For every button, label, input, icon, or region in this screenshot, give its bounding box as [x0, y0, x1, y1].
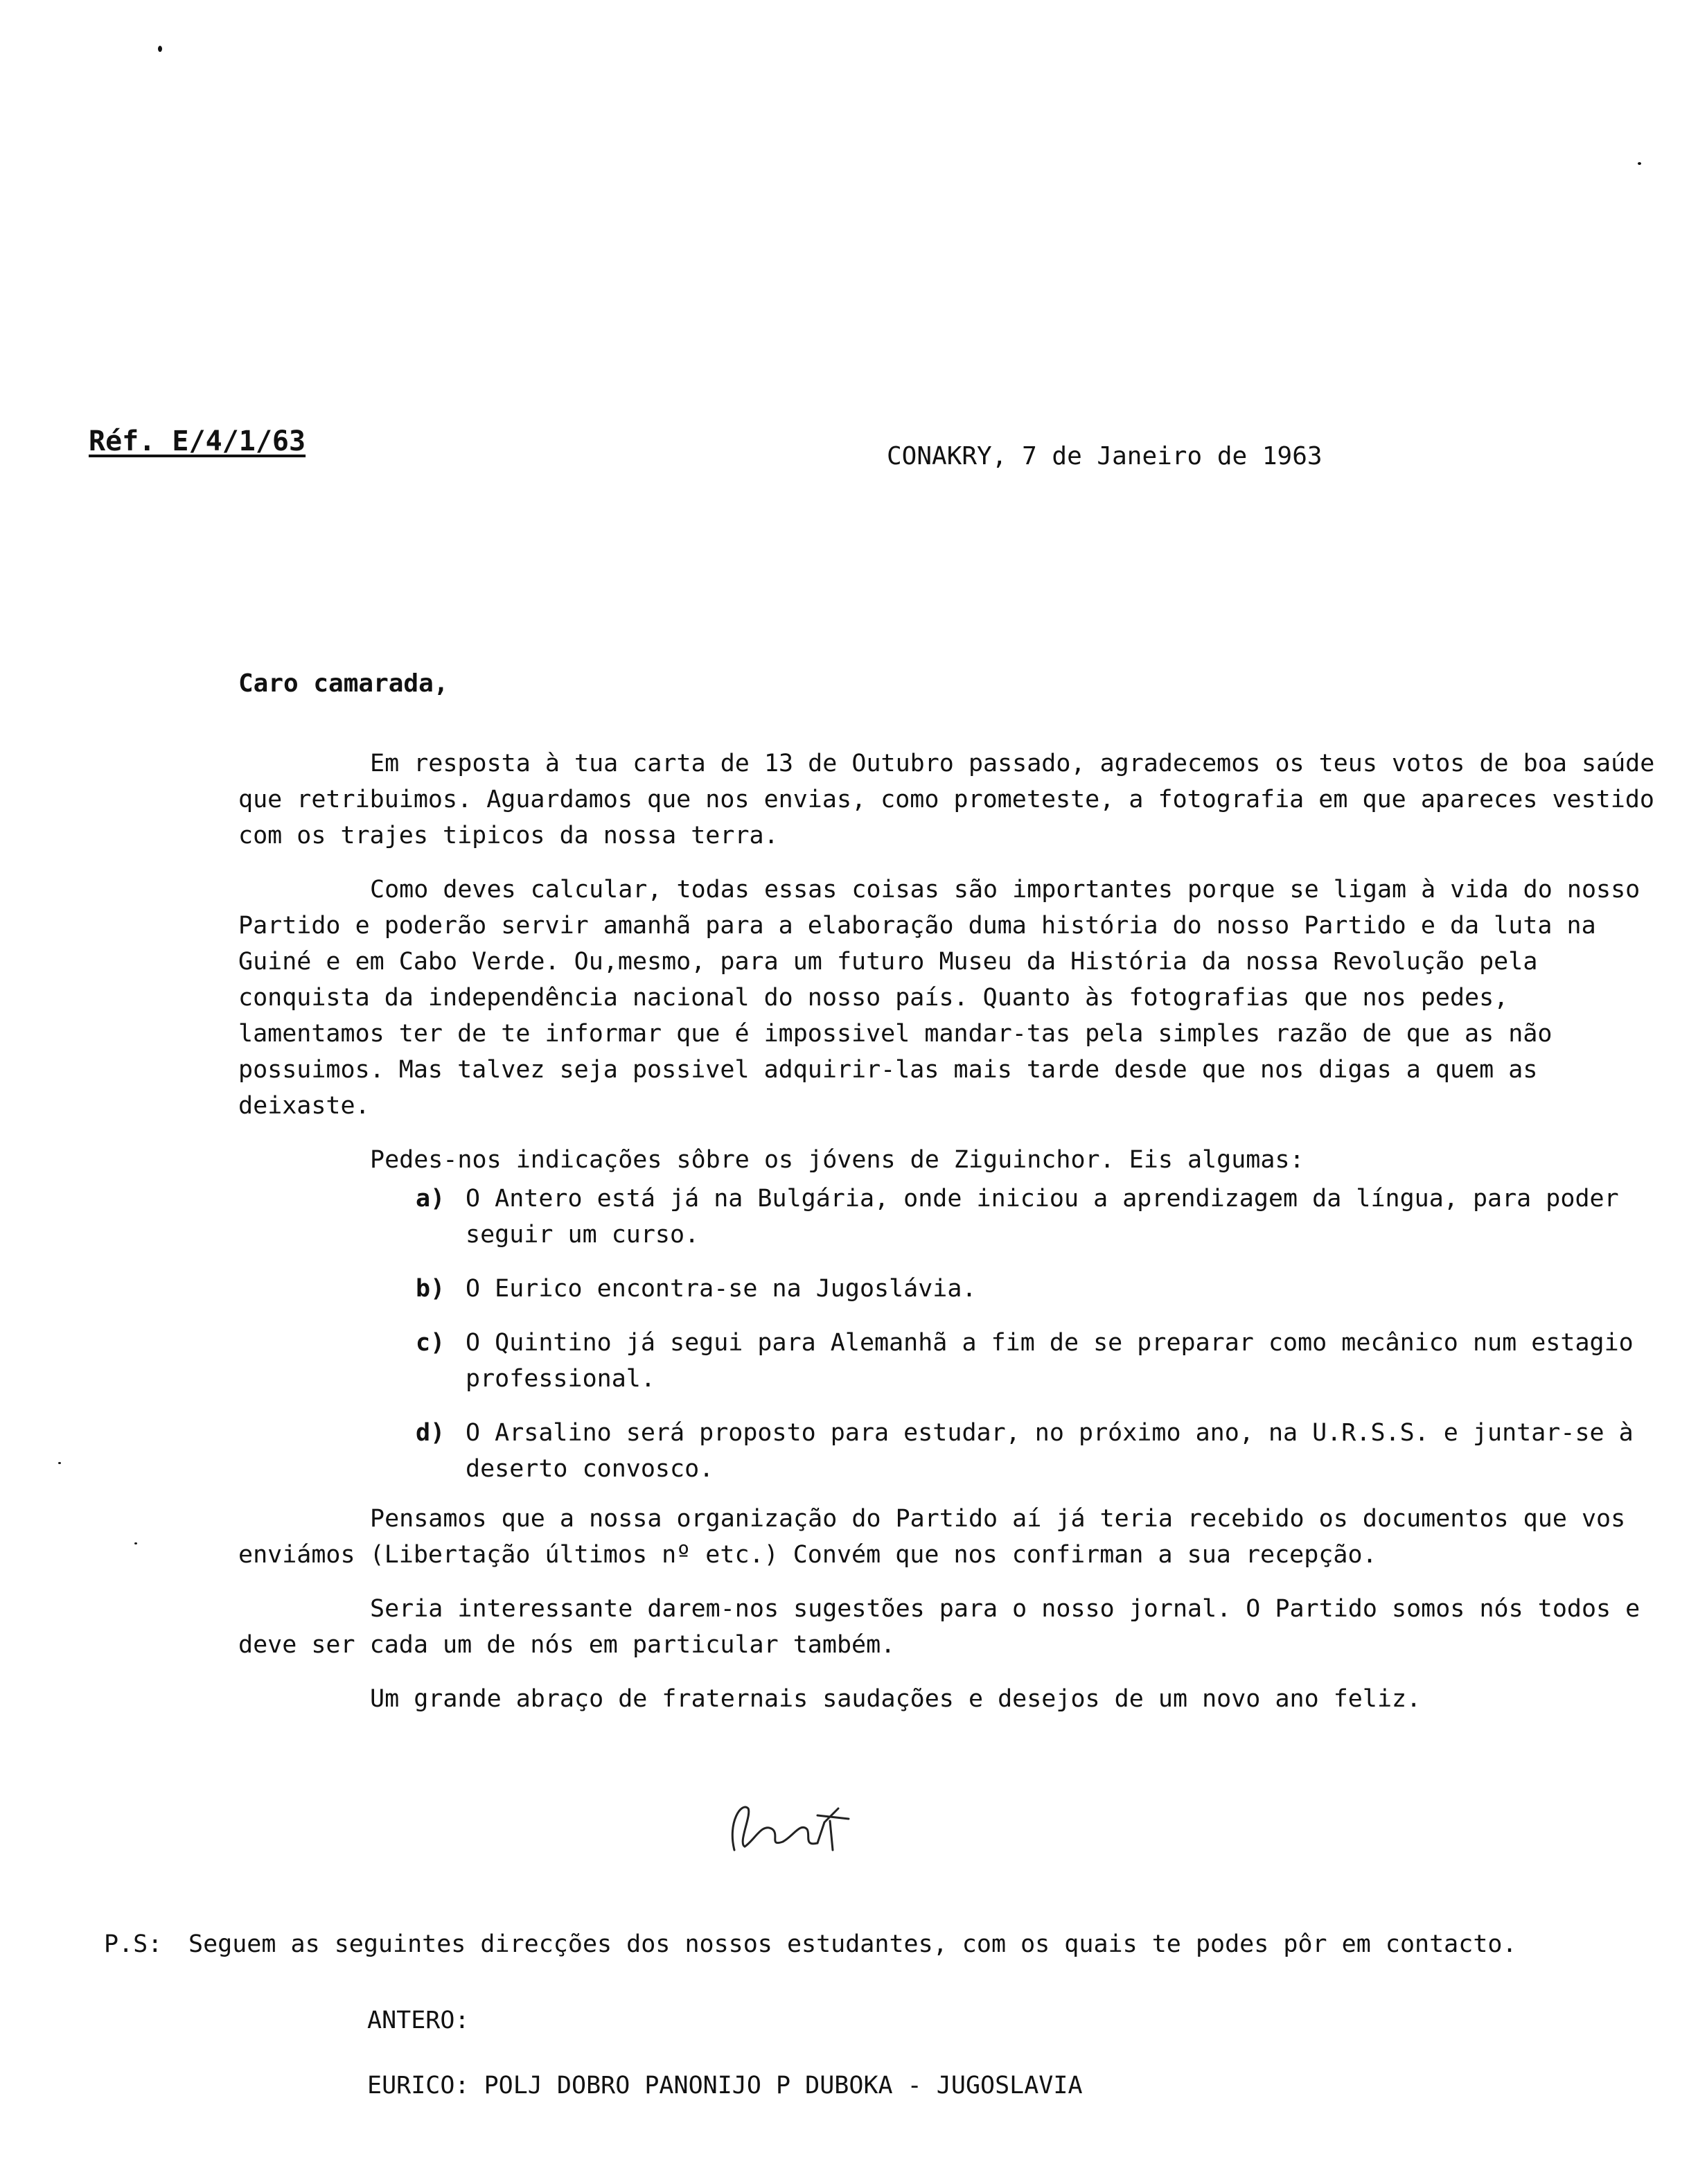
paragraph-closing: Um grande abraço de fraternais saudações e desejos de um novo ano feliz. — [370, 1685, 1422, 1713]
list-marker: a) — [416, 1185, 445, 1213]
postscript-text: Seguem as seguintes direcções dos nossos estudantes, com os quais te podes pôr em contacto. — [188, 1930, 1517, 1958]
paragraph-documents: Pensamos que a nossa organização do Partido aí já teria recebido os documentos que vos enviámos (Libertação últimos nº etc.) Convém que nos confirman a sua recepção. — [238, 1505, 1626, 1569]
postscript — [104, 1926, 1628, 1962]
list-item-text: O Quintino já segui para Alemanhã a fim de se preparar como mecânico num estagio professional. — [466, 1329, 1634, 1393]
paragraph-thanks: Em resposta à tua carta de 13 de Outubro passado, agradecemos os teus votos de boa saúde que retribuimos. Aguardamos que nos envias, como prometeste, a fotografia em que apareces vestido com os trajes tipicos da nossa terra. — [238, 750, 1655, 849]
salutation: Caro camarada, — [238, 669, 449, 698]
list-item — [416, 1181, 1635, 1253]
list-item-text: O Eurico encontra-se na Jugoslávia. — [466, 1275, 977, 1303]
handwritten-signature — [720, 1781, 880, 1871]
ink-speck — [1638, 162, 1641, 165]
student-list — [416, 1181, 1635, 1505]
paragraph-youth-intro: Pedes-nos indicações sôbre os jóvens de Ziguinchor. Eis algumas: — [370, 1146, 1304, 1174]
reference-number: Réf. E/4/1/63 — [89, 425, 306, 457]
list-item-text: O Antero está já na Bulgária, onde iniciou a aprendizagem da língua, para poder seguir um curso. — [466, 1185, 1619, 1249]
list-item — [416, 1415, 1635, 1487]
ink-speck — [134, 1542, 137, 1544]
list-marker: c) — [416, 1329, 445, 1357]
paragraph-suggestions: Seria interessante darem-nos sugestões para o nosso jornal. O Partido somos nós todos e deve ser cada um de nós em particular também. — [238, 1595, 1640, 1659]
letter-body-part-2 — [238, 1501, 1665, 1735]
list-marker: d) — [416, 1419, 445, 1447]
address-antero: ANTERO: — [367, 2007, 470, 2034]
ink-speck — [158, 46, 162, 52]
date-line: CONAKRY, 7 de Janeiro de 1963 — [887, 442, 1323, 470]
list-item — [416, 1325, 1635, 1397]
letter-body-part-1 — [238, 746, 1665, 1196]
list-item — [416, 1271, 1635, 1307]
list-item-text: O Arsalino será proposto para estudar, no próximo ano, na U.R.S.S. e juntar-se à deserto convosco. — [466, 1419, 1634, 1483]
ink-speck — [58, 1462, 61, 1464]
list-marker: b) — [416, 1275, 445, 1303]
paragraph-history: Como deves calcular, todas essas coisas são importantes porque se ligam à vida do nosso Partido e poderão servir amanhã para a elaboração duma história do nosso Partido e da luta na Guiné e em Cabo Verde. Ou,mesmo, para um futuro Museu da História da nossa Revolução pela conquista da independência nacional do nosso país. Quanto às fotografias que nos pedes, lamentamos ter de te informar que é impossivel mandar-tas pela simples razão de que as não possuimos. Mas talvez seja possivel adquirir-las mais tarde desde que nos digas a quem as deixaste. — [238, 876, 1640, 1120]
address-eurico: EURICO: POLJ DOBRO PANONIJO P DUBOKA - JUGOSLAVIA — [367, 2072, 1083, 2099]
postscript-label: P.S: — [104, 1930, 163, 1958]
